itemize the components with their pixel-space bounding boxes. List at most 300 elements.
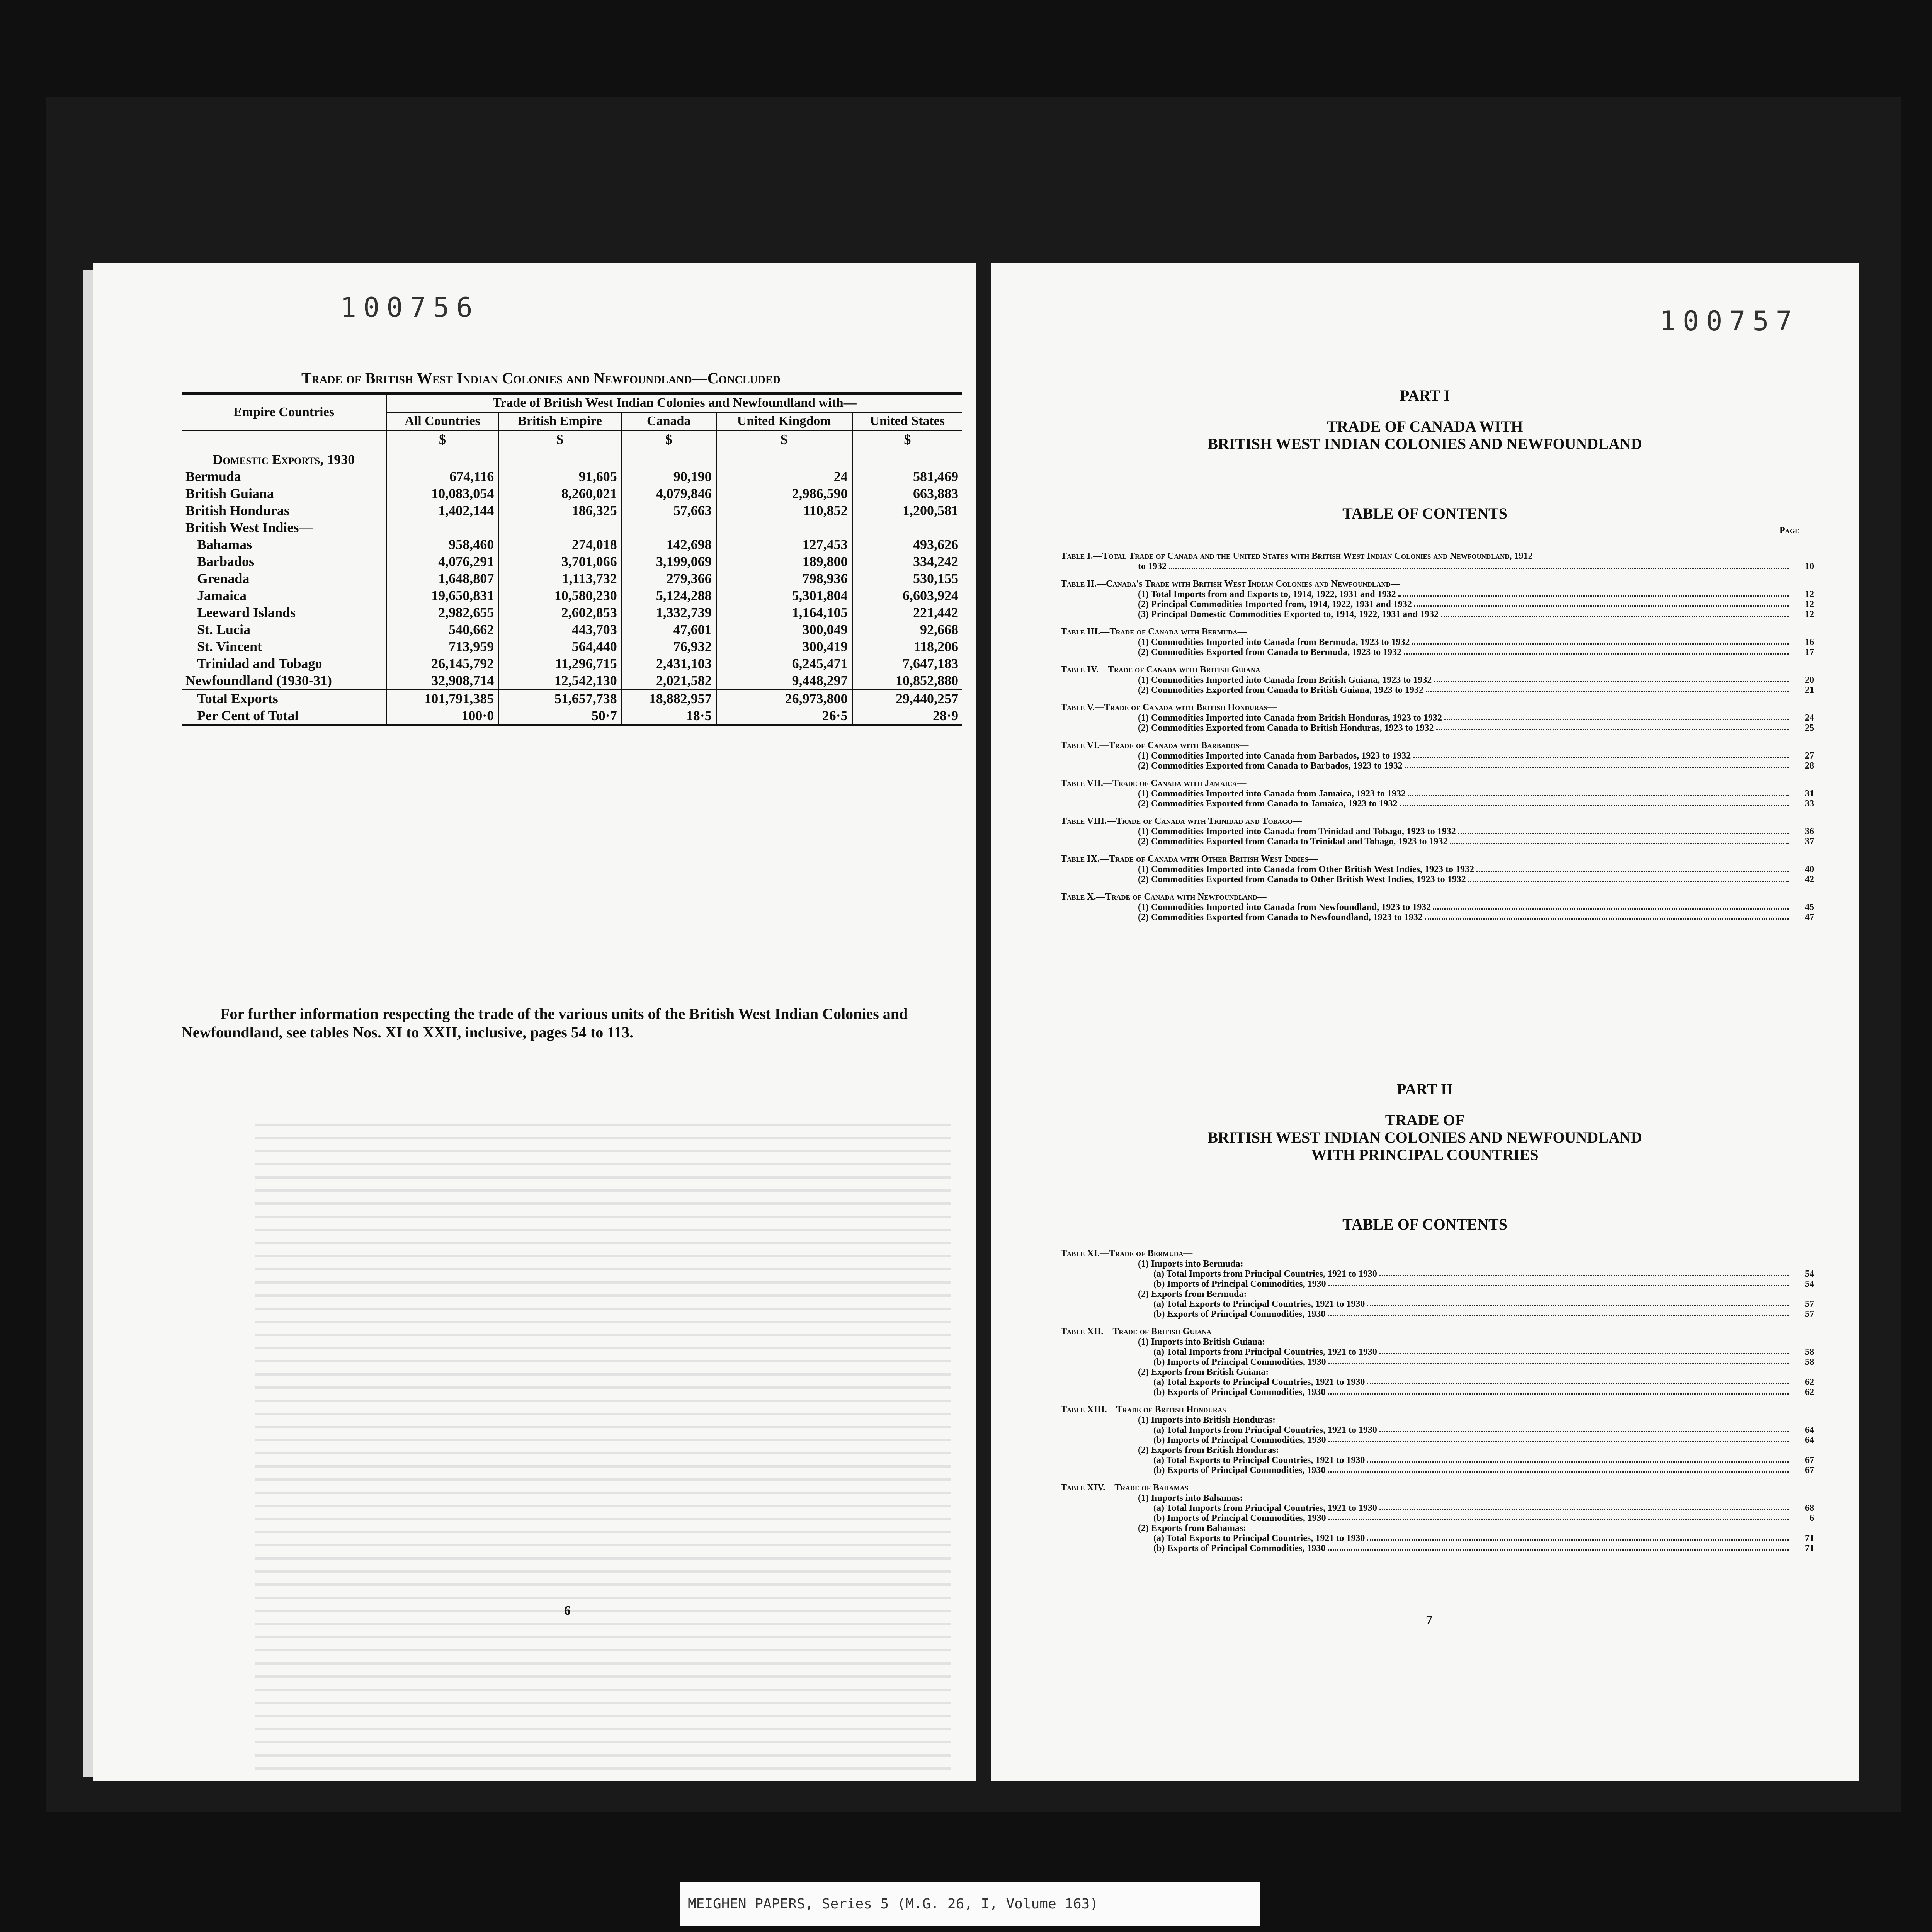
toc-entry — [1061, 589, 1814, 599]
table-cell: 540,662 — [386, 621, 498, 638]
toc-page-number: 12 — [1805, 609, 1814, 619]
part1-title-1: TRADE OF CANADA WITH — [1327, 418, 1523, 435]
toc-entry-label: (a) Total Exports to Principal Countries, 1921 to 1930 — [1153, 1299, 1365, 1309]
dot-leader — [1379, 1503, 1789, 1510]
table-cell: 18,882,957 — [621, 690, 716, 707]
unit-cell: $ — [621, 430, 716, 448]
toc-page-number: 42 — [1805, 874, 1814, 884]
dot-leader — [1379, 1347, 1789, 1354]
toc-page-number: 64 — [1805, 1435, 1814, 1445]
toc2-title: TABLE OF CONTENTS — [1342, 1216, 1507, 1233]
toc-page-number: 37 — [1805, 837, 1814, 847]
toc-entry-label: (2) Exports from Bahamas: — [1138, 1523, 1247, 1533]
toc-entry — [1061, 1543, 1814, 1553]
toc-entry — [1061, 1299, 1814, 1309]
toc-group — [1061, 1482, 1814, 1553]
toc-entry — [1061, 1357, 1814, 1367]
toc-entry — [1061, 1533, 1814, 1543]
toc-entry — [1061, 799, 1814, 809]
toc-entry — [1061, 609, 1814, 619]
unit-cell: $ — [716, 430, 852, 448]
table-row — [182, 570, 962, 587]
toc-entry — [1061, 837, 1814, 847]
dot-leader — [1169, 561, 1789, 569]
row-label: Grenada — [197, 571, 250, 586]
toc-entry — [1061, 1259, 1814, 1269]
toc-page-number: 47 — [1805, 912, 1814, 922]
units-row — [182, 430, 962, 448]
table-cell: 581,469 — [852, 468, 962, 485]
table-cell: 10,852,880 — [852, 672, 962, 690]
toc-entry-label: (2) Principal Commodities Imported from, 1914, 1922, 1931 and 1932 — [1138, 599, 1412, 609]
dot-leader — [1433, 902, 1789, 910]
table-cell: 51,657,738 — [498, 690, 622, 707]
table-row — [182, 519, 962, 536]
table-cell: 24 — [716, 468, 852, 485]
row-label: Barbados — [197, 554, 255, 569]
part2-heading: PART II — [1397, 1080, 1453, 1098]
part2-title-2: BRITISH WEST INDIAN COLONIES AND NEWFOUNDLAND — [1208, 1129, 1642, 1146]
toc-entry — [1061, 1415, 1814, 1425]
toc-entry — [1061, 761, 1814, 771]
toc-heading-text: Table VII.—Trade of Canada with Jamaica— — [1061, 778, 1247, 788]
toc-group — [1061, 891, 1814, 922]
table-cell: 279,366 — [621, 570, 716, 587]
table-cell: 713,959 — [386, 638, 498, 655]
toc-page-number: 36 — [1805, 827, 1814, 837]
part1-heading: PART I — [1400, 387, 1450, 404]
archive-caption: MEIGHEN PAPERS, Series 5 (M.G. 26, I, Volume 163) — [680, 1882, 1260, 1926]
dot-leader — [1414, 599, 1789, 607]
toc-heading-text: Table V.—Trade of Canada with British Honduras— — [1061, 702, 1277, 713]
toc-entry-label: (a) Total Exports to Principal Countries, 1921 to 1930 — [1153, 1377, 1365, 1387]
table-cell: 10,083,054 — [386, 485, 498, 502]
table-cell: 100·0 — [386, 707, 498, 725]
toc-entry — [1061, 1425, 1814, 1435]
unit-cell: $ — [386, 430, 498, 448]
toc-entry-label: (1) Commodities Imported into Canada from Other British West Indies, 1923 to 1932 — [1138, 864, 1474, 874]
toc-group — [1061, 854, 1814, 884]
toc-group — [1061, 626, 1814, 657]
toc-heading — [1061, 1482, 1814, 1493]
part2-title-3: WITH PRINCIPAL COUNTRIES — [1311, 1146, 1539, 1163]
row-label: Bahamas — [197, 537, 252, 552]
table-cell: 76,932 — [621, 638, 716, 655]
col-header-united-kingdom: United Kingdom — [716, 412, 852, 430]
toc-heading-text: Table I.—Total Trade of Canada and the United States with British West Indian Colonies and Newfoundland, 1912 — [1061, 551, 1533, 561]
toc-entry-label: (1) Commodities Imported into Canada from Newfoundland, 1923 to 1932 — [1138, 902, 1431, 912]
toc-entry-label: (1) Commodities Imported into Canada from Bermuda, 1923 to 1932 — [1138, 637, 1410, 647]
toc-entry — [1061, 713, 1814, 723]
toc-group — [1061, 816, 1814, 847]
toc-entry-label: (1) Total Imports from and Exports to, 1914, 1922, 1931 and 1932 — [1138, 589, 1396, 599]
table-cell: 1,200,581 — [852, 502, 962, 519]
table-row — [182, 672, 962, 690]
toc-page-number: 28 — [1805, 761, 1814, 771]
toc-heading — [1061, 778, 1814, 789]
toc-entry-label: (2) Commodities Exported from Canada to Trinidad and Tobago, 1923 to 1932 — [1138, 837, 1448, 847]
toc-entry-label: (2) Commodities Exported from Canada to Newfoundland, 1923 to 1932 — [1138, 912, 1423, 922]
toc-entry-label: (2) Commodities Exported from Canada to British Honduras, 1923 to 1932 — [1138, 723, 1434, 733]
table-note: For further information respecting the trade of the various units of the British West Indian Colonies and Newfoundland, see tables Nos. XI to XXII, inclusive, pages 54 to 113. — [182, 1005, 908, 1041]
toc-group — [1061, 1248, 1814, 1319]
toc-group — [1061, 778, 1814, 809]
toc-heading-text: Table XII.—Trade of British Guiana— — [1061, 1327, 1221, 1337]
table-cell: 90,190 — [621, 468, 716, 485]
table-cell: 530,155 — [852, 570, 962, 587]
table-cell: 127,453 — [716, 536, 852, 553]
table-cell: 26,145,792 — [386, 655, 498, 672]
table-cell: 28·9 — [852, 707, 962, 725]
toc-entry-label: (1) Commodities Imported into Canada from Barbados, 1923 to 1932 — [1138, 751, 1411, 761]
table-row — [182, 604, 962, 621]
toc-page-number: 12 — [1805, 599, 1814, 609]
table-cell: 26,973,800 — [716, 690, 852, 707]
toc-entry — [1061, 912, 1814, 922]
table-cell: 2,021,582 — [621, 672, 716, 690]
toc-title: TABLE OF CONTENTS — [1342, 505, 1507, 522]
table-cell: 110,852 — [716, 502, 852, 519]
toc-entry — [1061, 1347, 1814, 1357]
table-cell — [716, 519, 852, 536]
row-label: British Guiana — [185, 486, 274, 501]
table-cell: 663,883 — [852, 485, 962, 502]
toc-heading-text: Table X.—Trade of Canada with Newfoundland— — [1061, 892, 1267, 902]
table-row — [182, 638, 962, 655]
toc-heading — [1061, 740, 1814, 751]
table-cell: 1,402,144 — [386, 502, 498, 519]
table-cell: 9,448,297 — [716, 672, 852, 690]
toc-page-number: 31 — [1805, 789, 1814, 799]
table-cell: 8,260,021 — [498, 485, 622, 502]
toc-entry-label: to 1932 — [1138, 561, 1167, 571]
toc-entry — [1061, 1455, 1814, 1465]
table-cell: 300,049 — [716, 621, 852, 638]
toc-heading-text: Table II.—Canada's Trade with British West Indian Colonies and Newfoundland— — [1061, 579, 1400, 589]
toc-part1 — [1061, 551, 1814, 929]
toc-entry — [1061, 723, 1814, 733]
toc-entry-label: (a) Total Imports from Principal Countries, 1921 to 1930 — [1153, 1503, 1377, 1513]
toc-page-number: 64 — [1805, 1425, 1814, 1435]
toc-entry-label: (a) Total Exports to Principal Countries, 1921 to 1930 — [1153, 1455, 1365, 1465]
toc-entry-label: (b) Imports of Principal Commodities, 1930 — [1153, 1435, 1326, 1445]
table-cell — [498, 519, 622, 536]
toc-group — [1061, 664, 1814, 695]
row-label: Jamaica — [197, 588, 247, 603]
table-cell: 142,698 — [621, 536, 716, 553]
toc-page-number: 20 — [1805, 675, 1814, 685]
bleed-through-text — [255, 1113, 951, 1770]
toc-entry — [1061, 685, 1814, 695]
table-cell: 4,079,846 — [621, 485, 716, 502]
row-label: St. Lucia — [197, 622, 251, 637]
toc-entry — [1061, 1289, 1814, 1299]
dot-leader — [1367, 1299, 1789, 1306]
table-row — [182, 553, 962, 570]
table-cell: 19,650,831 — [386, 587, 498, 604]
toc-entry-label: (b) Exports of Principal Commodities, 1930 — [1153, 1465, 1326, 1475]
toc-heading — [1061, 891, 1814, 902]
dot-leader — [1458, 827, 1789, 834]
table-cell: 1,648,807 — [386, 570, 498, 587]
table-cell: 186,325 — [498, 502, 622, 519]
toc-entry-label: (2) Commodities Exported from Canada to British Guiana, 1923 to 1932 — [1138, 685, 1423, 695]
section-label: Domestic Exports, 1930 — [213, 452, 355, 467]
toc-entry-label: (b) Exports of Principal Commodities, 1930 — [1153, 1309, 1326, 1319]
dot-leader — [1468, 874, 1789, 882]
toc-group — [1061, 1404, 1814, 1475]
toc-entry — [1061, 789, 1814, 799]
toc-heading-text: Table XIII.—Trade of British Honduras— — [1061, 1405, 1235, 1415]
toc-entry-label: (b) Imports of Principal Commodities, 1930 — [1153, 1279, 1326, 1289]
toc-entry-label: (2) Commodities Exported from Canada to Other British West Indies, 1923 to 1932 — [1138, 874, 1466, 884]
table-cell: 5,124,288 — [621, 587, 716, 604]
group-header: Trade of British West Indian Colonies and Newfoundland with— — [386, 393, 962, 412]
toc-entry — [1061, 1337, 1814, 1347]
toc-group — [1061, 551, 1814, 571]
toc-heading-text: Table XI.—Trade of Bermuda— — [1061, 1248, 1193, 1259]
table-row — [182, 587, 962, 604]
table-cell: 300,419 — [716, 638, 852, 655]
dot-leader — [1328, 1465, 1789, 1473]
toc-entry-label: (2) Commodities Exported from Canada to Jamaica, 1923 to 1932 — [1138, 799, 1398, 809]
table-cell: 7,647,183 — [852, 655, 962, 672]
dot-leader — [1400, 799, 1789, 806]
toc-heading — [1061, 816, 1814, 827]
toc-heading-text: Table VI.—Trade of Canada with Barbados— — [1061, 740, 1249, 750]
toc-entry-label: (b) Exports of Principal Commodities, 1930 — [1153, 1387, 1326, 1397]
toc-entry-label: (a) Total Imports from Principal Countries, 1921 to 1930 — [1153, 1269, 1377, 1279]
toc-heading — [1061, 702, 1814, 713]
table-cell: 5,301,804 — [716, 587, 852, 604]
table-row — [182, 621, 962, 638]
table-cell — [621, 519, 716, 536]
toc-heading-text: Table IX.—Trade of Canada with Other British West Indies— — [1061, 854, 1318, 864]
table-cell: 26·5 — [716, 707, 852, 725]
toc-heading — [1061, 664, 1814, 675]
toc-entry-label: (2) Exports from Bermuda: — [1138, 1289, 1247, 1299]
toc-heading — [1061, 551, 1814, 561]
toc-page-number: 71 — [1805, 1543, 1814, 1553]
toc-page-number: 45 — [1805, 902, 1814, 912]
toc-entry — [1061, 1377, 1814, 1387]
toc-page-number: 25 — [1805, 723, 1814, 733]
dot-leader — [1398, 589, 1789, 597]
col-header-united-states: United States — [852, 412, 962, 430]
toc-page-number: 62 — [1805, 1377, 1814, 1387]
unit-cell: $ — [852, 430, 962, 448]
col-header-all-countries: All Countries — [386, 412, 498, 430]
table-cell: 18·5 — [621, 707, 716, 725]
table-cell: 6,603,924 — [852, 587, 962, 604]
dot-leader — [1328, 1435, 1789, 1442]
table-cell: 4,076,291 — [386, 553, 498, 570]
row-label: Newfoundland (1930-31) — [185, 673, 332, 688]
table-cell: 47,601 — [621, 621, 716, 638]
toc-heading — [1061, 1326, 1814, 1337]
row-label: Bermuda — [185, 469, 241, 484]
section-row — [182, 448, 962, 468]
toc-page-number: 58 — [1805, 1347, 1814, 1357]
trade-table — [182, 392, 962, 726]
toc-page-number: 57 — [1805, 1299, 1814, 1309]
toc-heading — [1061, 1404, 1814, 1415]
dot-leader — [1436, 723, 1789, 730]
table-row — [182, 485, 962, 502]
dot-leader — [1367, 1377, 1789, 1384]
toc-entry-label: (a) Total Imports from Principal Countries, 1921 to 1930 — [1153, 1425, 1377, 1435]
toc-entry — [1061, 1465, 1814, 1475]
toc-entry-label: (b) Exports of Principal Commodities, 1930 — [1153, 1543, 1326, 1553]
table-row — [182, 502, 962, 519]
toc-entry — [1061, 1269, 1814, 1279]
table-cell: 1,113,732 — [498, 570, 622, 587]
toc-entry — [1061, 599, 1814, 609]
table-cell: 2,602,853 — [498, 604, 622, 621]
dot-leader — [1425, 912, 1789, 920]
dot-leader — [1328, 1309, 1789, 1316]
table-cell: 3,199,069 — [621, 553, 716, 570]
toc-entry — [1061, 1445, 1814, 1455]
dot-leader — [1404, 647, 1789, 655]
toc-entry — [1061, 827, 1814, 837]
table-cell: 29,440,257 — [852, 690, 962, 707]
table-cell: 334,242 — [852, 553, 962, 570]
dot-leader — [1441, 609, 1789, 617]
table-cell: 118,206 — [852, 638, 962, 655]
toc-heading-text: Table IV.—Trade of Canada with British Guiana— — [1061, 665, 1270, 675]
unit-cell: $ — [498, 430, 622, 448]
row-label: St. Vincent — [197, 639, 262, 654]
toc-entry — [1061, 1279, 1814, 1289]
dot-leader — [1367, 1455, 1789, 1463]
row-label: British West Indies— — [185, 520, 313, 535]
table-cell: 6,245,471 — [716, 655, 852, 672]
toc-page-number: 71 — [1805, 1533, 1814, 1543]
row-label: Trinidad and Tobago — [197, 656, 322, 671]
toc-entry — [1061, 1513, 1814, 1523]
toc-entry — [1061, 1367, 1814, 1377]
toc-group — [1061, 1326, 1814, 1397]
table-cell: 958,460 — [386, 536, 498, 553]
toc-heading-text: Table XIV.—Trade of Bahamas— — [1061, 1483, 1198, 1493]
toc-entry-label: (2) Commodities Exported from Canada to Barbados, 1923 to 1932 — [1138, 761, 1403, 771]
toc-page-number: 54 — [1805, 1279, 1814, 1289]
toc-entry — [1061, 874, 1814, 884]
toc-page-number: 67 — [1805, 1455, 1814, 1465]
table-cell: 92,668 — [852, 621, 962, 638]
toc-heading-text: Table VIII.—Trade of Canada with Trinidad and Tobago— — [1061, 816, 1302, 826]
page-number-left: 6 — [564, 1604, 571, 1618]
toc-entry-label: (3) Principal Domestic Commodities Exported to, 1914, 1922, 1931 and 1932 — [1138, 609, 1439, 619]
dot-leader — [1367, 1533, 1789, 1541]
toc-heading — [1061, 578, 1814, 589]
table-cell: 274,018 — [498, 536, 622, 553]
table-cell — [386, 519, 498, 536]
table-cell: 564,440 — [498, 638, 622, 655]
part2-title-1: TRADE OF — [1385, 1111, 1465, 1129]
table-cell: 443,703 — [498, 621, 622, 638]
table-row — [182, 536, 962, 553]
toc-page-number: 24 — [1805, 713, 1814, 723]
toc-group — [1061, 740, 1814, 771]
toc-page-number: 33 — [1805, 799, 1814, 809]
table-cell: 2,431,103 — [621, 655, 716, 672]
toc-entry-label: (1) Commodities Imported into Canada from British Honduras, 1923 to 1932 — [1138, 713, 1442, 723]
toc-entry — [1061, 1503, 1814, 1513]
toc-entry-label: (1) Commodities Imported into Canada from British Guiana, 1923 to 1932 — [1138, 675, 1432, 685]
table-cell: 50·7 — [498, 707, 622, 725]
table-title: Trade of British West Indian Colonies and Newfoundland—Concluded — [301, 369, 781, 387]
left-page — [93, 263, 976, 1781]
right-page — [991, 263, 1859, 1781]
table-cell: 10,580,230 — [498, 587, 622, 604]
toc-page-number: 67 — [1805, 1465, 1814, 1475]
totals-row — [182, 707, 962, 725]
dot-leader — [1444, 713, 1789, 720]
toc-page-number: 10 — [1805, 561, 1814, 571]
toc-page-number: 58 — [1805, 1357, 1814, 1367]
dot-leader — [1476, 864, 1789, 872]
dot-leader — [1450, 837, 1789, 844]
toc-entry-label: (1) Imports into Bahamas: — [1138, 1493, 1243, 1503]
dot-leader — [1328, 1513, 1789, 1520]
toc-entry — [1061, 1493, 1814, 1503]
dot-leader — [1405, 761, 1789, 768]
dot-leader — [1413, 751, 1789, 758]
toc-entry-label: (1) Imports into British Guiana: — [1138, 1337, 1265, 1347]
toc-group — [1061, 702, 1814, 733]
toc-entry — [1061, 751, 1814, 761]
table-cell: 221,442 — [852, 604, 962, 621]
toc-entry-label: (a) Total Exports to Principal Countries, 1921 to 1930 — [1153, 1533, 1365, 1543]
table-cell: 1,164,105 — [716, 604, 852, 621]
toc-entry — [1061, 1523, 1814, 1533]
col-header-canada: Canada — [621, 412, 716, 430]
totals-row — [182, 690, 962, 707]
col-header-british-empire: British Empire — [498, 412, 622, 430]
toc-entry-label: (1) Imports into British Honduras: — [1138, 1415, 1276, 1425]
table-cell: 32,908,714 — [386, 672, 498, 690]
table-cell: 91,605 — [498, 468, 622, 485]
table-cell: 493,626 — [852, 536, 962, 553]
table-cell: 2,986,590 — [716, 485, 852, 502]
toc-heading — [1061, 1248, 1814, 1259]
toc-page-number: 27 — [1805, 751, 1814, 761]
table-cell: 798,936 — [716, 570, 852, 587]
dot-leader — [1379, 1425, 1789, 1432]
toc-entry-label: (1) Commodities Imported into Canada from Jamaica, 1923 to 1932 — [1138, 789, 1406, 799]
page-number-right: 7 — [1426, 1613, 1432, 1628]
row-label: Total Exports — [182, 690, 386, 707]
table-cell: 2,982,655 — [386, 604, 498, 621]
row-label: British Honduras — [185, 503, 290, 518]
dot-leader — [1379, 1269, 1789, 1276]
dot-leader — [1328, 1279, 1789, 1286]
dot-leader — [1328, 1543, 1789, 1551]
page-column-label: Page — [1779, 526, 1799, 536]
toc-heading — [1061, 626, 1814, 637]
stamp-number-right: 100757 — [1660, 305, 1799, 337]
toc-page-number: 54 — [1805, 1269, 1814, 1279]
toc-entry-label: (b) Imports of Principal Commodities, 1930 — [1153, 1357, 1326, 1367]
toc-entry-label: (2) Commodities Exported from Canada to Bermuda, 1923 to 1932 — [1138, 647, 1402, 657]
table-cell: 11,296,715 — [498, 655, 622, 672]
table-row — [182, 655, 962, 672]
stamp-number-left: 100756 — [340, 292, 480, 323]
toc-page-number: 40 — [1805, 864, 1814, 874]
table-cell: 12,542,130 — [498, 672, 622, 690]
